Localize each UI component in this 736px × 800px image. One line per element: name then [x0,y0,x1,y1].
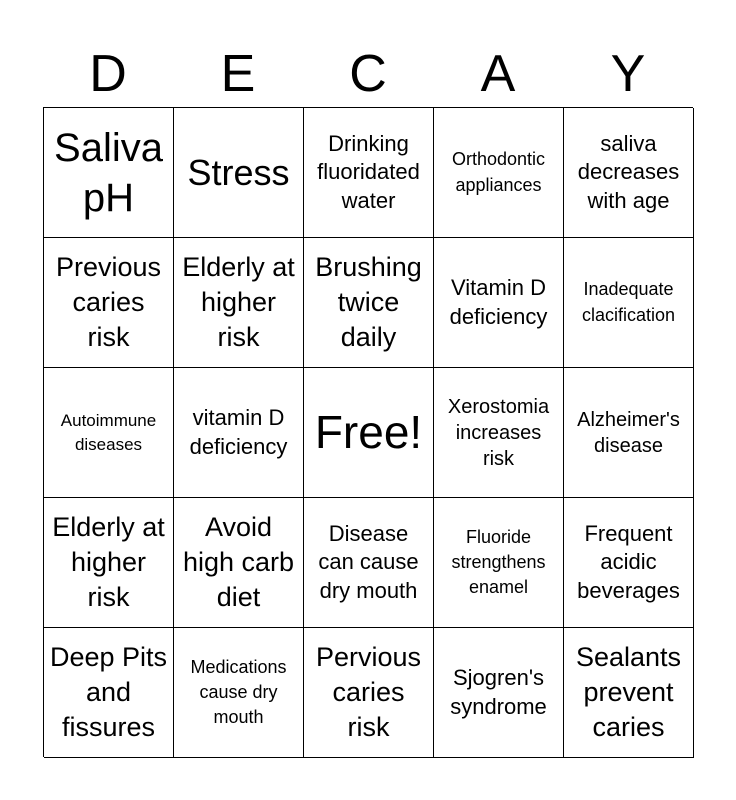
bingo-cell[interactable]: Previous caries risk [44,238,174,368]
bingo-cell[interactable]: Saliva pH [44,108,174,238]
bingo-cell[interactable]: Disease can cause dry mouth [304,498,434,628]
bingo-cell[interactable]: Elderly at higher risk [44,498,174,628]
bingo-cell[interactable]: Pervious caries risk [304,628,434,758]
bingo-cell[interactable]: Autoimmune diseases [44,368,174,498]
bingo-cell[interactable]: Orthodontic appliances [434,108,564,238]
bingo-grid [43,107,693,757]
header-letter-c: C [349,45,387,103]
bingo-cell[interactable]: Brushing twice daily [304,238,434,368]
bingo-cell[interactable]: Xerostomia increases risk [434,368,564,498]
bingo-cell[interactable]: Medications cause dry mouth [174,628,304,758]
bingo-cell[interactable]: Sealants prevent caries [564,628,694,758]
bingo-header [43,40,693,108]
bingo-cell[interactable]: Vitamin D deficiency [434,238,564,368]
bingo-cell[interactable]: Fluoride strengthens enamel [434,498,564,628]
bingo-cell[interactable]: Stress [174,108,304,238]
bingo-cell[interactable]: Alzheimer's disease [564,368,694,498]
bingo-cell[interactable]: saliva decreases with age [564,108,694,238]
bingo-cell[interactable]: Drinking fluoridated water [304,108,434,238]
bingo-cell[interactable]: Deep Pits and fissures [44,628,174,758]
bingo-cell[interactable]: Frequent acidic beverages [564,498,694,628]
bingo-cell[interactable]: vitamin D deficiency [174,368,304,498]
header-letter-e: E [220,45,256,103]
bingo-cell[interactable]: Sjogren's syndrome [434,628,564,758]
free-space[interactable]: Free! [304,368,434,498]
bingo-cell[interactable]: Inadequate clacification [564,238,694,368]
header-letter-d: D [89,45,127,103]
bingo-cell[interactable]: Avoid high carb diet [174,498,304,628]
bingo-cell[interactable]: Elderly at higher risk [174,238,304,368]
header-letter-a: A [480,45,516,103]
header-letter-y: Y [610,45,646,103]
